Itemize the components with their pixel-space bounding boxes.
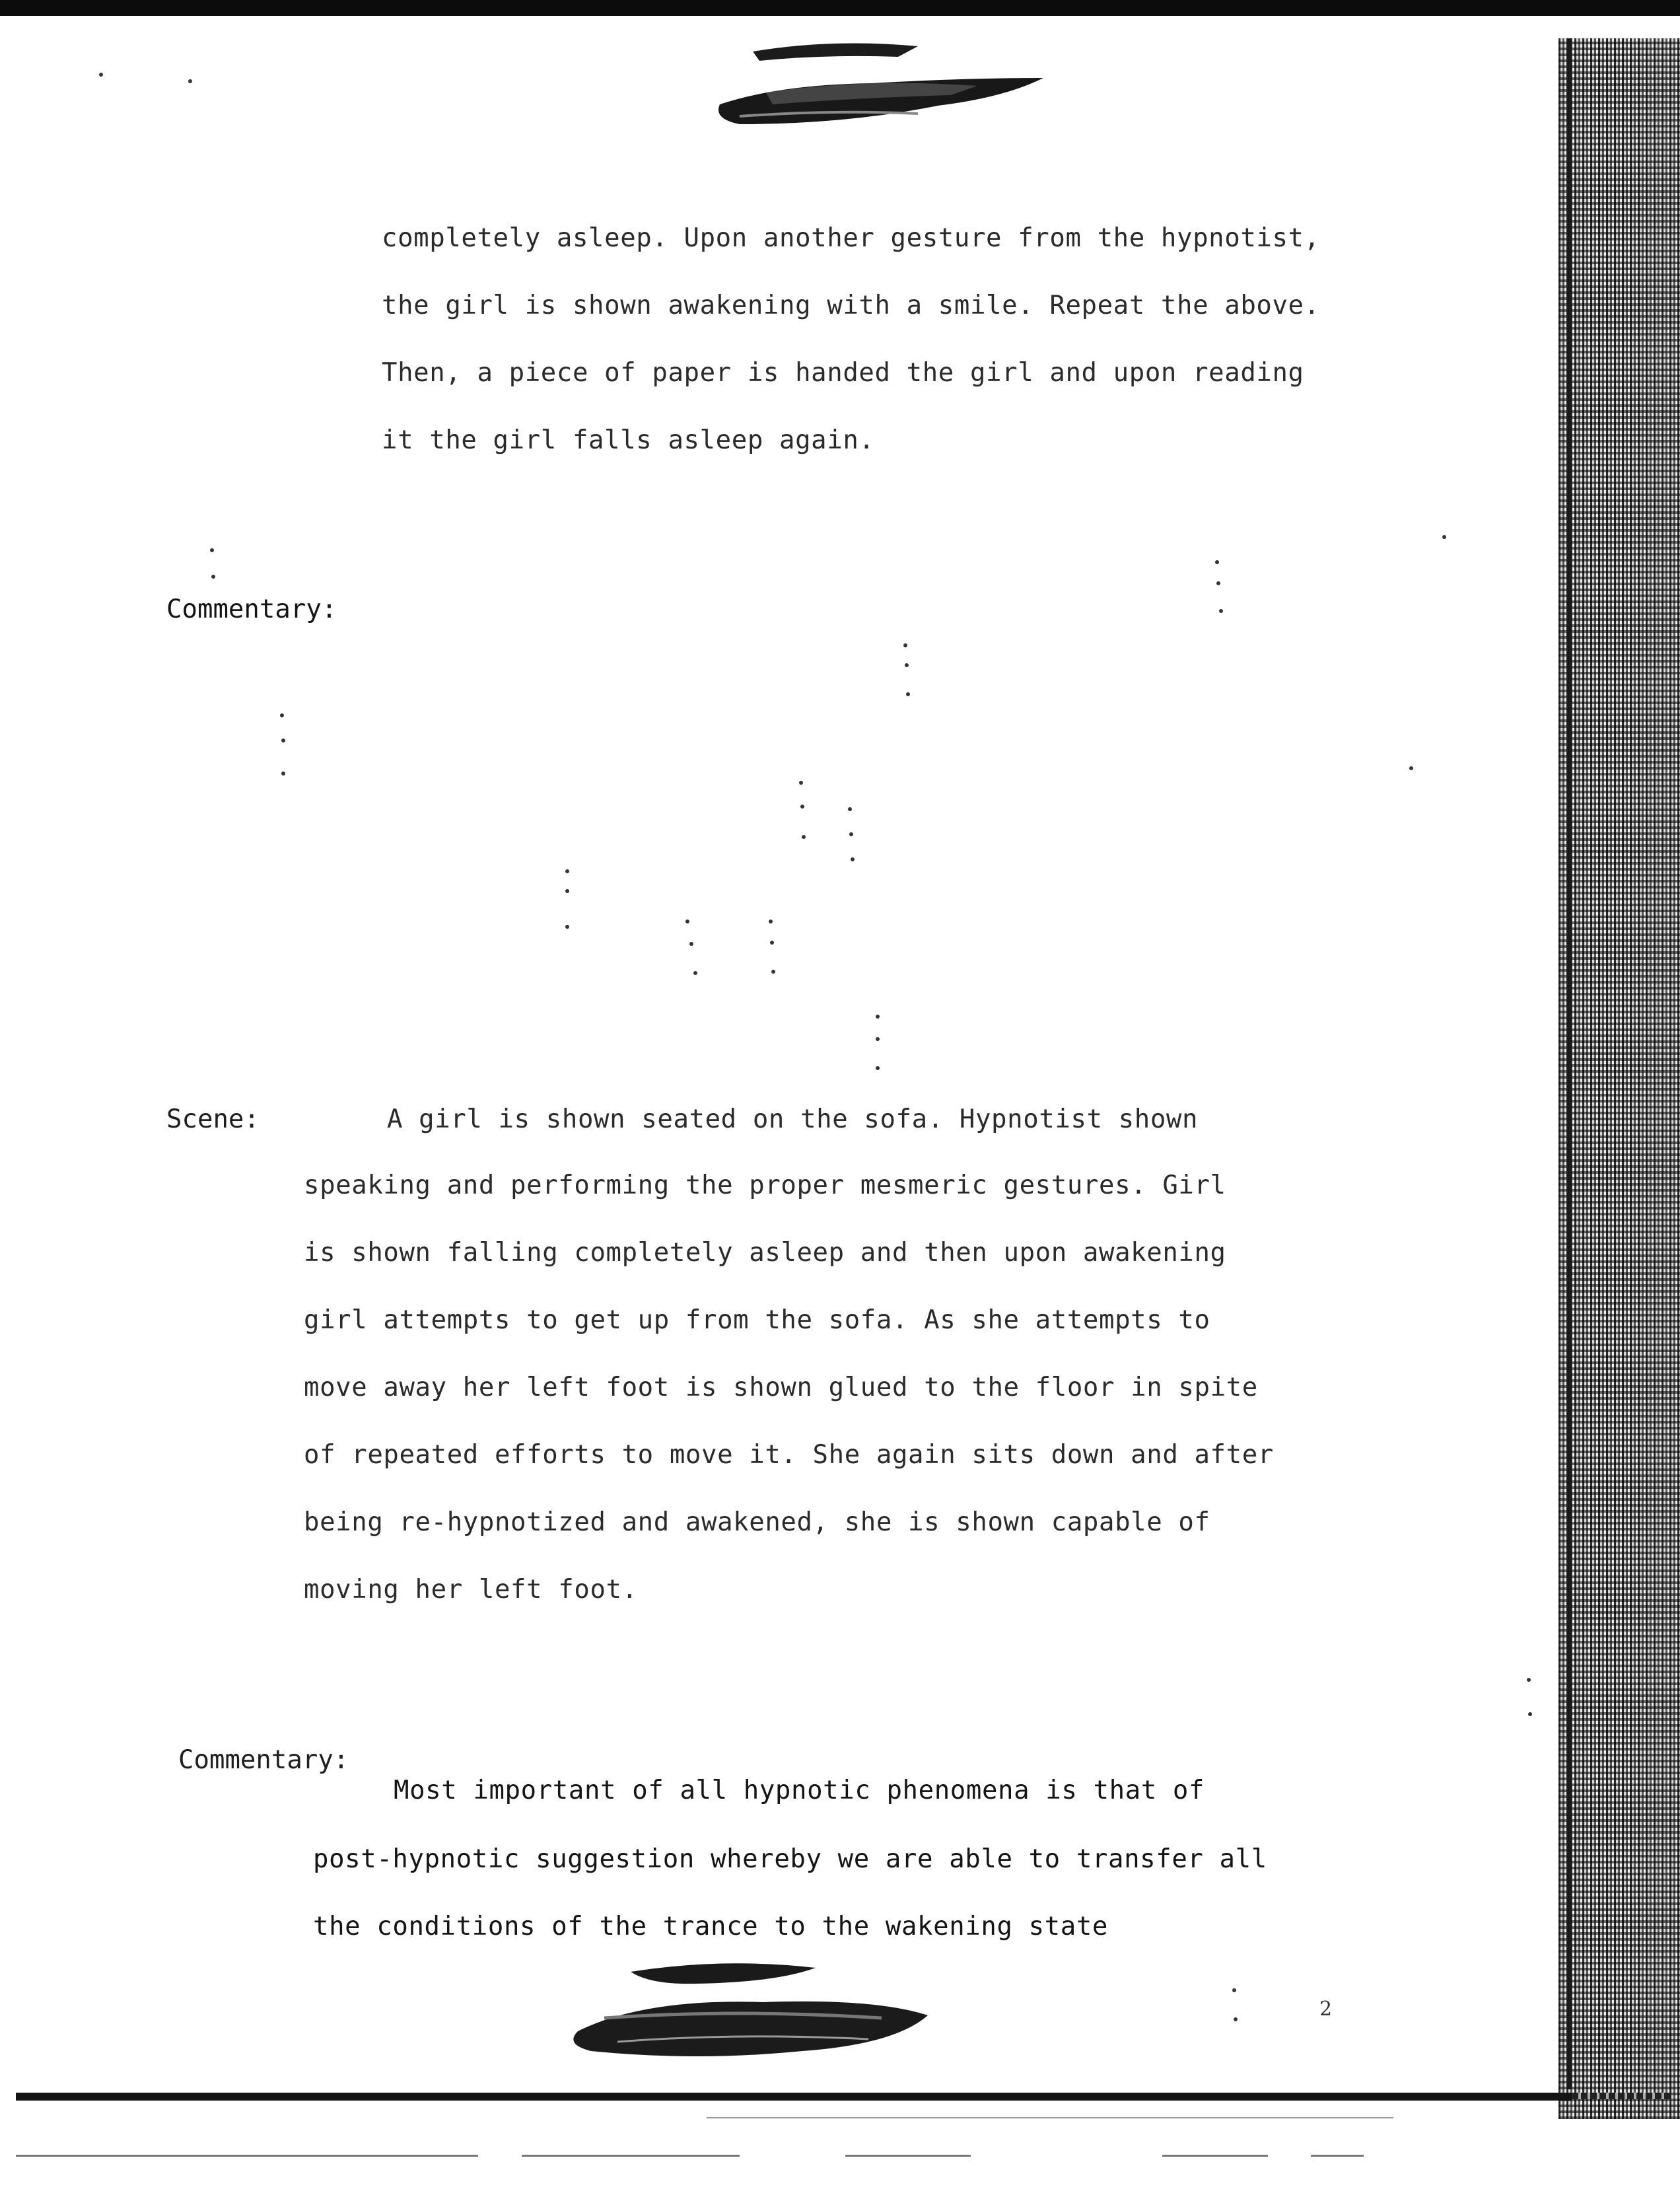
- scan-speck: [903, 643, 907, 647]
- scan-speck: [1219, 609, 1223, 613]
- scan-speck: [693, 971, 697, 975]
- page-right-border: [1566, 38, 1572, 2089]
- bottom-dash-line: [707, 2117, 1393, 2118]
- scan-speck: [1442, 535, 1446, 539]
- scan-speck: [1234, 2017, 1238, 2021]
- scene-label: Scene:: [166, 1104, 260, 1134]
- scan-speck: [770, 941, 774, 945]
- redaction-smudge-top: [700, 32, 1057, 131]
- commentary-line: post-hypnotic suggestion whereby we are able to transfer all: [313, 1844, 1267, 1874]
- scan-top-border: [0, 0, 1680, 16]
- scan-speck: [211, 575, 215, 579]
- scene-line: move away her left foot is shown glued to the floor in spite: [304, 1373, 1258, 1402]
- scan-speck: [1216, 581, 1220, 585]
- continuation-line: completely asleep. Upon another gesture from the hypnotist,: [382, 223, 1320, 253]
- commentary-label: Commentary:: [166, 595, 337, 624]
- scan-speck: [905, 663, 909, 667]
- scene-line: is shown falling completely asleep and then upon awakening: [304, 1238, 1226, 1268]
- scan-speck: [565, 869, 569, 873]
- page-bottom-border: [16, 2093, 1572, 2101]
- scan-speck: [280, 713, 284, 717]
- bottom-dash-line: [845, 2155, 971, 2157]
- scan-speck: [802, 835, 806, 839]
- scan-speck: [851, 857, 855, 861]
- commentary-label: Commentary:: [178, 1745, 349, 1775]
- scan-speck: [281, 739, 285, 742]
- scan-speck: [689, 942, 693, 946]
- scan-right-edge-noise: [1558, 38, 1680, 2119]
- scene-line: of repeated efforts to move it. She again sits down and after: [304, 1440, 1274, 1470]
- commentary-line: the conditions of the trance to the wakening state: [313, 1912, 1108, 1941]
- bottom-dash-line: [16, 2155, 478, 2157]
- bottom-dash-line: [522, 2155, 740, 2157]
- scene-line: A girl is shown seated on the sofa. Hypnotist shown: [387, 1104, 1199, 1134]
- scan-speck: [565, 889, 569, 893]
- commentary-line: Most important of all hypnotic phenomena is that of: [394, 1776, 1205, 1805]
- bottom-dash-line: [1162, 2155, 1268, 2157]
- redaction-smudge-bottom: [565, 1952, 934, 2064]
- scene-line: moving her left foot.: [304, 1575, 638, 1604]
- scan-speck: [848, 807, 852, 811]
- scan-speck: [906, 692, 910, 696]
- continuation-line: Then, a piece of paper is handed the girl and upon reading: [382, 358, 1304, 388]
- scan-speck: [565, 925, 569, 929]
- page-mark: 2: [1319, 1998, 1333, 2021]
- continuation-line: it the girl falls asleep again.: [382, 425, 875, 455]
- scan-speck: [799, 781, 803, 785]
- page-bottom-border-noise: [1572, 2093, 1671, 2099]
- scan-speck: [800, 805, 804, 809]
- scene-line: being re-hypnotized and awakened, she is shown capable of: [304, 1507, 1210, 1537]
- scan-speck: [771, 970, 775, 974]
- scan-speck: [1232, 1988, 1236, 1992]
- bottom-dash-line: [1311, 2155, 1364, 2157]
- scan-speck: [210, 548, 214, 552]
- scan-speck: [188, 79, 192, 83]
- scan-speck: [876, 1037, 880, 1041]
- continuation-line: the girl is shown awakening with a smile. Repeat the above.: [382, 291, 1320, 320]
- scan-speck: [685, 919, 689, 923]
- scan-speck: [1527, 1678, 1531, 1682]
- scan-speck: [849, 832, 853, 836]
- scan-speck: [1215, 560, 1219, 564]
- scan-speck: [1409, 766, 1413, 770]
- scene-line: speaking and performing the proper mesmeric gestures. Girl: [304, 1171, 1226, 1200]
- scan-speck: [1528, 1712, 1532, 1716]
- scan-speck: [876, 1015, 880, 1019]
- scan-speck: [281, 772, 285, 775]
- scan-speck: [769, 919, 773, 923]
- scene-line: girl attempts to get up from the sofa. As she attempts to: [304, 1305, 1210, 1335]
- scan-speck: [876, 1066, 880, 1070]
- scan-speck: [99, 73, 103, 77]
